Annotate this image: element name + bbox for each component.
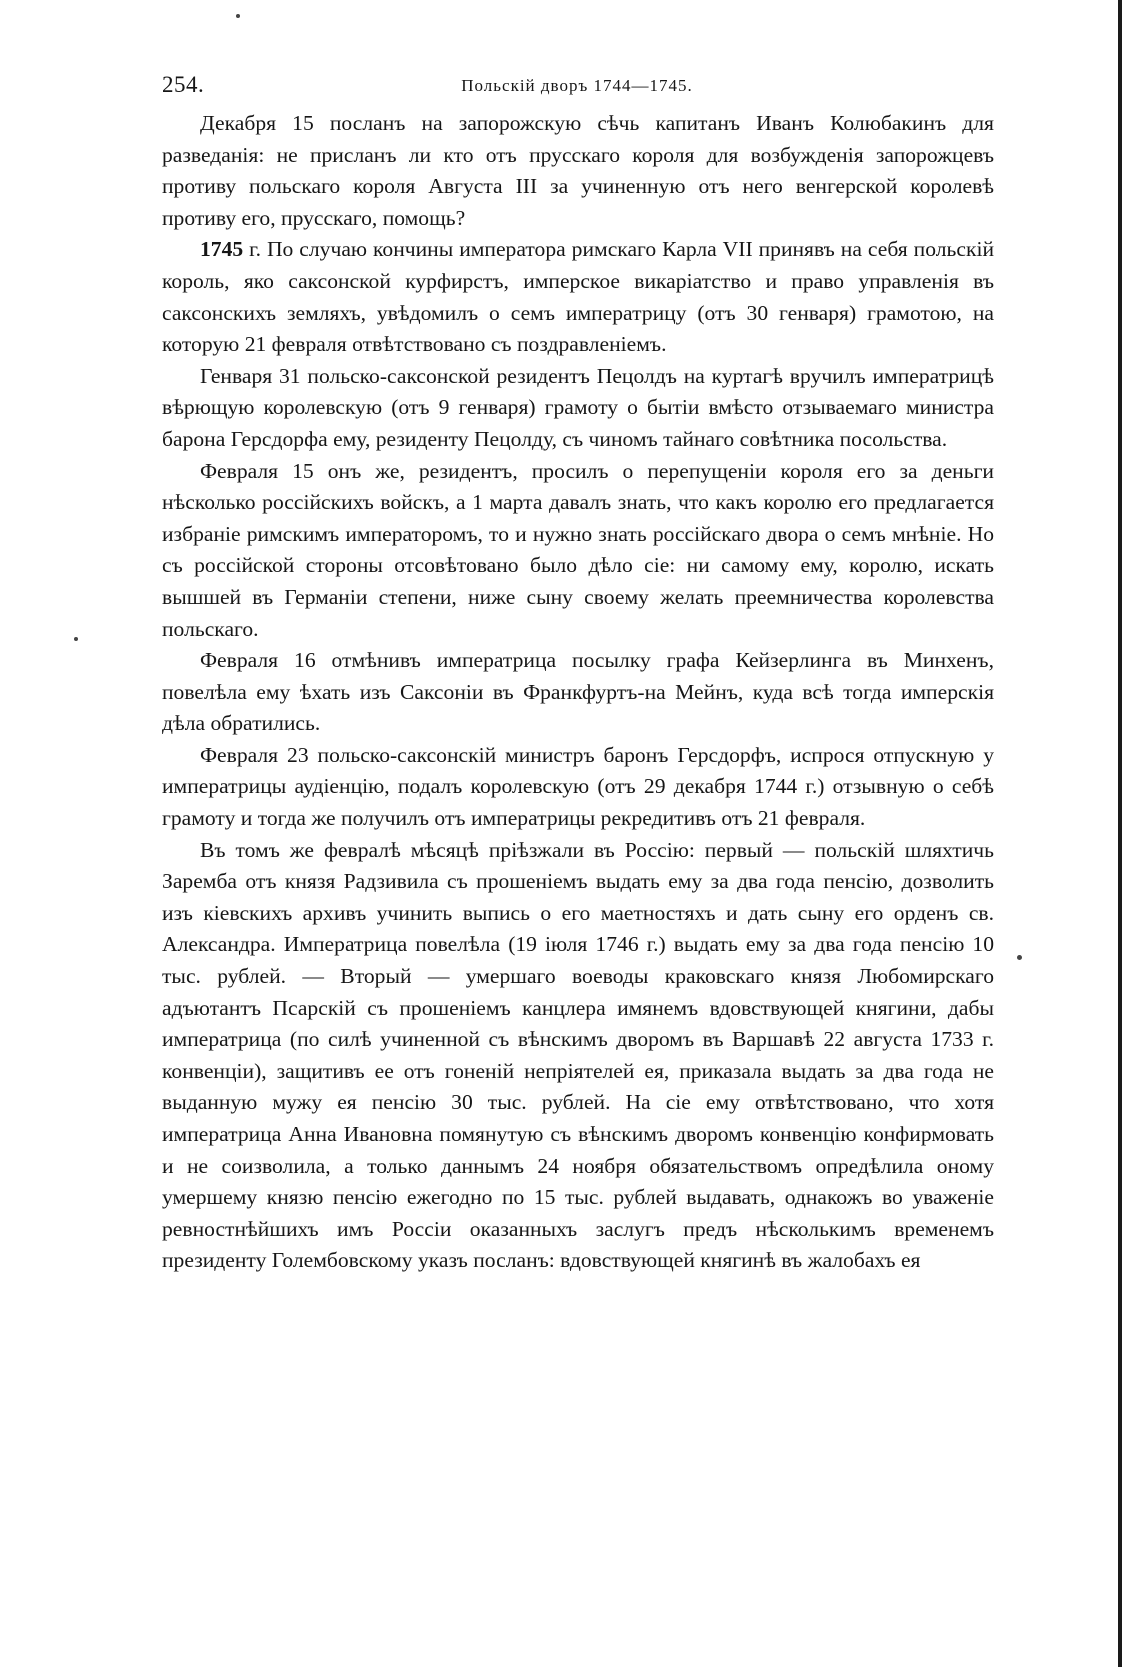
- page-edge-line: [1118, 0, 1122, 1667]
- paragraph: Въ томъ же февралѣ мѣсяцѣ пріѣзжали въ Россію: первый — польскій шляхтичь Заремба отъ князя Радзивила съ прошеніемъ выдать ему за два года пенсію, дозволить изъ кіевскихъ архивъ учинить выпись о его маетностяхъ и дать сыну его орденъ св. Александра. Императрица повелѣла (19 іюля 1746 г.) выдать ему за два года пенсію 10 тыс. рублей. — Вторый — умершаго воеводы краковскаго князя Любомирскаго адъютантъ Псарскій съ прошеніемъ канцлера имянемъ вдовствующей княгини, дабы императрица (по силѣ учиненной съ вѣнскимъ дворомъ въ Варшавѣ 22 августа 1733 г. конвенціи), защитивъ ее отъ гоненій непріятелей ея, приказала выдать за два года не выданную мужу ея пенсію 30 тыс. рублей. На сіе ему отвѣтствовано, что хотя императрица Анна Ивановна помянутую съ вѣнскимъ дворомъ конвенцію конфирмовать и не соизволила, а только даннымъ 24 ноября обязательствомъ опредѣлила оному умершему князю пенсію ежегодно по 15 тыс. рублей выдавать, однакожъ во уваженіе ревностнѣйшихъ имъ Россіи оказанныхъ заслугъ предъ нѣсколькимъ временемъ президенту Голембовскому указъ посланъ: вдовствующей княгинѣ въ жалобахъ ея: [162, 837, 994, 1273]
- paragraph-text: г. По случаю кончины императора римскаго Карла VII принявъ на себя польскій король, яко саксонской курфирстъ, имперское викаріатство и право управленія въ саксонскихъ земляхъ, увѣдомилъ о семъ императрицу (отъ 30 генваря) грамотою, на которую 21 февраля отвѣтствовано съ поздравленіемъ.: [162, 237, 994, 357]
- paragraph: Февраля 15 онъ же, резидентъ, просилъ о перепущеніи короля его за деньги нѣсколько россійскихъ войскъ, а 1 марта давалъ знать, что какъ королю его предлагается избраніе римскимъ императоромъ, то и нужно знать россійскаго двора о семъ мнѣніе. Но съ россійской стороны отсовѣтовано было дѣло сіе: ни самому ему, королю, искать вышшей въ Германіи степени, ниже сыну своему желать преемничества королевства польскаго.: [162, 458, 994, 641]
- paragraph: Декабря 15 посланъ на запорожскую сѣчь капитанъ Иванъ Колюбакинъ для разведанія: не присланъ ли кто отъ прусскаго короля для возбужденія запорожцевъ противу польскаго короля Августа III за учиненную отъ него венгерской королевѣ противу его, прусскаго, помощь?: [162, 111, 994, 230]
- scan-speck: [236, 14, 240, 18]
- year-heading: 1745: [200, 237, 244, 262]
- scan-speck: [1017, 955, 1022, 960]
- paragraph: [162, 234, 994, 360]
- page-header: [162, 72, 992, 102]
- page-number: 254.: [162, 72, 205, 97]
- running-title: Польскій дворъ 1744—1745.: [461, 76, 693, 95]
- body-text: [162, 108, 994, 1277]
- paragraph: Февраля 16 отмѣнивъ императрица посылку графа Кейзерлинга въ Минхенъ, повелѣла ему ѣхать изъ Саксоніи въ Франкфуртъ-на Мейнъ, куда всѣ тогда имперскія дѣла обратились.: [162, 648, 994, 736]
- scan-speck: [74, 637, 78, 641]
- paragraph: Февраля 23 польско-саксонскій министръ баронъ Герсдорфъ, испрося отпускную у императрицы аудіенцію, подалъ королевскую (отъ 29 декабря 1744 г.) отзывную о себѣ грамоту и тогда же получилъ отъ императрицы рекредитивъ отъ 21 февраля.: [162, 742, 994, 831]
- paragraph: Генваря 31 польско-саксонской резидентъ Пецолдъ на куртагѣ вручилъ императрицѣ вѣрющую королевскую (отъ 9 генваря) грамоту о бытіи вмѣсто отзываемаго министра барона Герсдорфа ему, резиденту Пецолду, съ чиномъ тайнаго совѣтника посольства.: [162, 363, 994, 451]
